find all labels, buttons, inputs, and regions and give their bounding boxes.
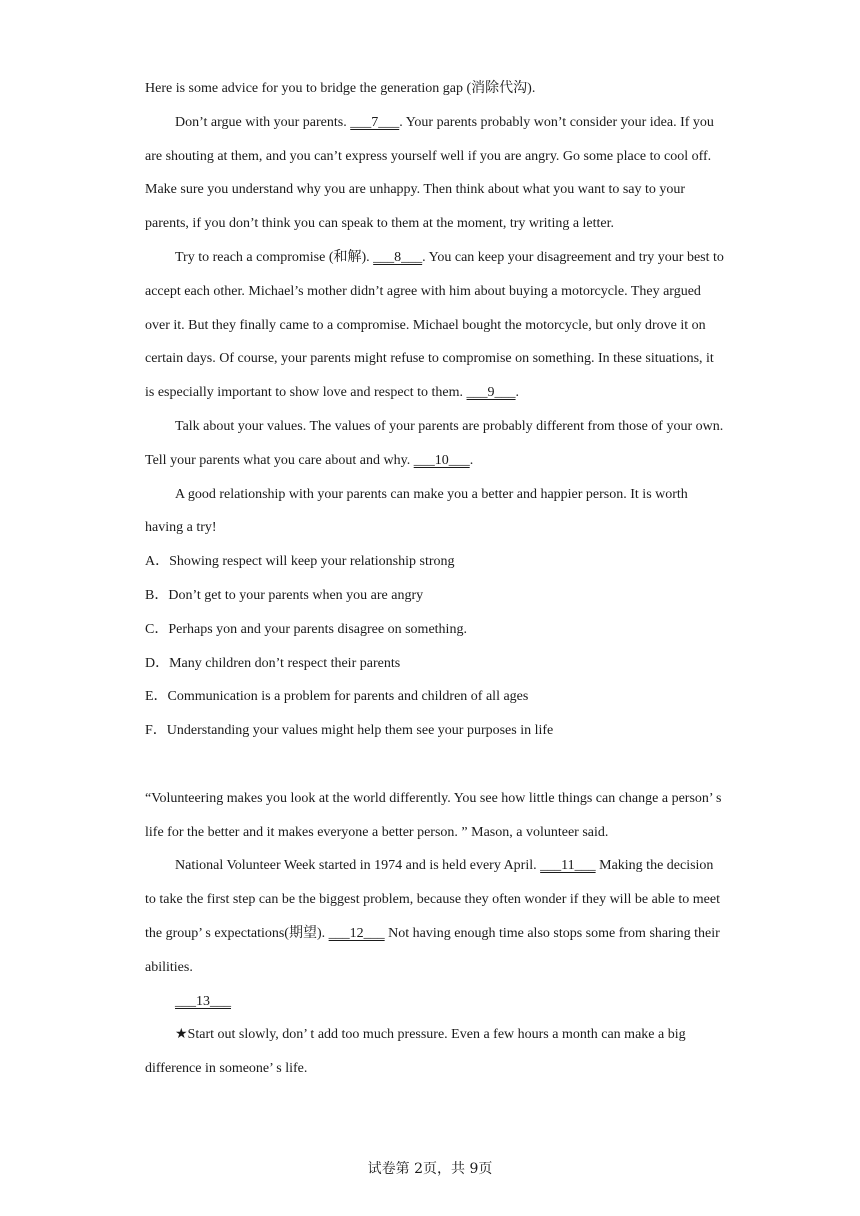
blank-9[interactable]: ___9___ bbox=[466, 385, 516, 401]
document-body bbox=[145, 72, 725, 1086]
blank-8[interactable]: ___8___ bbox=[373, 249, 423, 265]
paragraph-text: Try to reach a compromise (和解). bbox=[175, 249, 374, 265]
paragraph-text: Making the decision to take the first step can be the biggest problem, because they often wonder if they will be able to meet the group’ s expectations(期望). bbox=[145, 858, 720, 941]
passage1-paragraph-3 bbox=[145, 410, 725, 478]
section-gap bbox=[145, 748, 725, 782]
option-e: E．Communication is a problem for parents and children of all ages bbox=[145, 689, 529, 705]
paragraph-text: . bbox=[469, 452, 474, 468]
paragraph-text: Don’t argue with your parents. bbox=[175, 114, 351, 130]
passage2-paragraph-2 bbox=[145, 849, 725, 984]
paragraph-text: Talk about your values. The values of your parents are probably different from those of your own. Tell your parents what you care about and why. bbox=[145, 418, 724, 468]
page-footer: 试卷第 2页，共 9页 bbox=[367, 1161, 493, 1177]
paragraph-text: National Volunteer Week started in 1974 and is held every April. bbox=[175, 858, 541, 874]
paragraph-text: Not having enough time also stops some from sharing their abilities. bbox=[145, 925, 720, 975]
option-d: D．Many children don’t respect their parents bbox=[145, 655, 401, 671]
passage1-paragraph-4: A good relationship with your parents can make you a better and happier person. It is worth having a try! bbox=[145, 486, 688, 536]
blank-10[interactable]: ___10___ bbox=[413, 452, 470, 468]
passage1-paragraph-1 bbox=[145, 106, 725, 241]
passage2-paragraph-1: “Volunteering makes you look at the world differently. You see how little things can change a person’ s life for the better and it makes everyone a better person. ” Mason, a volunteer said. bbox=[145, 790, 722, 840]
option-c: C．Perhaps yon and your parents disagree on something. bbox=[145, 621, 467, 637]
passage1-intro: Here is some advice for you to bridge the generation gap (消除代沟). bbox=[145, 81, 536, 96]
passage2-blank-13-line bbox=[145, 985, 725, 1019]
option-f: F．Understanding your values might help them see your purposes in life bbox=[145, 723, 554, 739]
blank-13[interactable]: ___13___ bbox=[175, 993, 231, 1009]
paragraph-text: . Your parents probably won’t consider your idea. If you are shouting at them, and you can’t express yourself well if you are angry. Go some place to cool off. Make sure you understand why you are unhappy. Then think about what you want to say to your parents, if you don’t think you can speak to them at the moment, try writing a letter. bbox=[145, 114, 714, 232]
blank-7[interactable]: ___7___ bbox=[350, 114, 400, 130]
blank-12[interactable]: ___12___ bbox=[328, 925, 385, 941]
paragraph-text: . You can keep your disagreement and try your best to accept each other. Michael’s mother didn’t agree with him about buying a motorcycle. They argued over it. But they finally came to a compromise. Michael bought the motorcycle, but only drove it on certain days. Of course, your parents might refuse to compromise on something. In these situations, it is especially important to show love and respect to them. bbox=[145, 249, 724, 401]
option-a: A．Showing respect will keep your relationship strong bbox=[145, 554, 455, 570]
passage1-paragraph-2 bbox=[145, 241, 725, 410]
passage2-paragraph-3: ★Start out slowly, don’ t add too much pressure. Even a few hours a month can make a big difference in someone’ s life. bbox=[145, 1027, 686, 1077]
option-b: B．Don’t get to your parents when you are angry bbox=[145, 587, 424, 603]
paragraph-text: . bbox=[515, 385, 520, 401]
blank-11[interactable]: ___11___ bbox=[540, 858, 596, 874]
